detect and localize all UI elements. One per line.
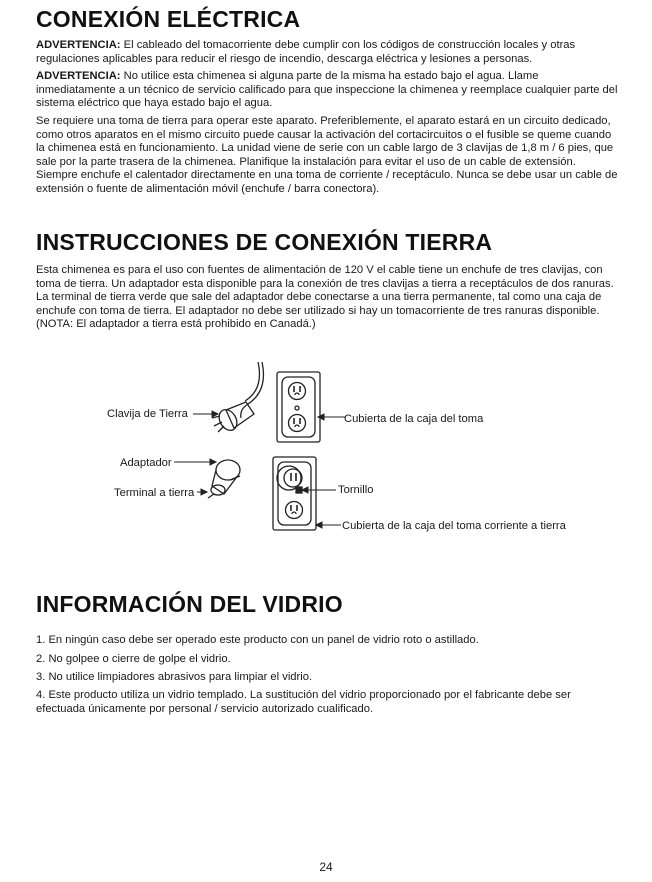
label-grounding-plug: Clavija de Tierra xyxy=(107,408,188,420)
label-ground-terminal: Terminal a tierra xyxy=(114,487,195,499)
grounding-plug-illustration xyxy=(212,362,263,434)
glass-item-4: 4. Este producto utiliza un vidrio templado. La sustitución del vidrio proporcionado por el fabricante debe ser efectuada únicamente por personal / servicio autorizado cualificado. xyxy=(36,689,571,715)
label-screw: Tornillo xyxy=(338,484,374,496)
label-ground-outlet-cover: Cubierta de la caja del toma corriente a tierra xyxy=(342,520,566,532)
grounding-instructions-title: INSTRUCCIONES DE CONEXIÓN TIERRA xyxy=(36,229,493,255)
glass-information-title: INFORMACIÓN DEL VIDRIO xyxy=(36,591,343,617)
ground-outlet-cover-illustration xyxy=(273,457,316,530)
warning-label: ADVERTENCIA: xyxy=(36,70,121,82)
warning-label: ADVERTENCIA: xyxy=(36,39,121,51)
electrical-connection-title: CONEXIÓN ELÉCTRICA xyxy=(36,6,301,32)
warning-water: ADVERTENCIA: No utilice esta chimenea si alguna parte de la misma ha estado bajo el agua. Llame inmediatamente a un técnico de servicio calificado para que inspeccione la chimenea y reemplace cualquier parte del sistema eléctrico que haya estado bajo el agua. xyxy=(36,70,618,110)
label-adapter: Adaptador xyxy=(120,457,172,469)
outlet-cover-illustration xyxy=(277,372,320,442)
warning-wiring: ADVERTENCIA: El cableado del tomacorriente debe cumplir con los códigos de construcción locales y otras regulaciones aplicables para reducir el riesgo de incendio, descarga eléctrica y lesiones a personas. xyxy=(36,39,576,65)
grounding-body-text: Esta chimenea es para el uso con fuentes de alimentación de 120 V el cable tiene un enchufe de tres clavijas, con toma de tierra. Un adaptador esta disponible para la conexión de tres clavijas a tierra a receptáculos de dos ranuras. La terminal de tierra verde que sale del adaptador debe conectarse a una tierra permanente, tal como una caja de enchufe con toma de tierra. El adaptador no debe ser utilizado si hay un tomacorriente de tres ranuras disponible. (NOTA: El adaptador a tierra está prohibido en Canadá.) xyxy=(36,264,614,331)
glass-item-3: 3. No utilice limpiadores abrasivos para limpiar el vidrio. xyxy=(36,671,313,683)
page-number: 24 xyxy=(319,860,333,874)
glass-item-1: 1. En ningún caso debe ser operado este producto con un panel de vidrio roto o astillado. xyxy=(36,634,479,646)
glass-item-2: 2. No golpee o cierre de golpe el vidrio. xyxy=(36,653,231,665)
label-outlet-cover: Cubierta de la caja del toma xyxy=(344,413,484,425)
adapter-illustration xyxy=(208,460,240,498)
electrical-body-text: Se requiere una toma de tierra para operar este aparato. Preferiblemente, el aparato estará en un circuito dedicado, como otros aparatos en el mismo circuito puede causar la activación del cortacircuitos o el fusible se queme cuando la chimenea está en funcionamiento. La unidad viene de serie con un cable largo de 3 clavijas de 1,8 m / 6 pies, que sale por la parte trasera de la chimenea. Planifique la instalación para evitar el uso de un cable de extensión. Siempre enchufe el calentador directamente en una toma de corriente / receptáculo. Nunca se debe usar un cable de extensión o fuente de alimentación móvil (enchufe / barra conectora). xyxy=(36,115,618,195)
